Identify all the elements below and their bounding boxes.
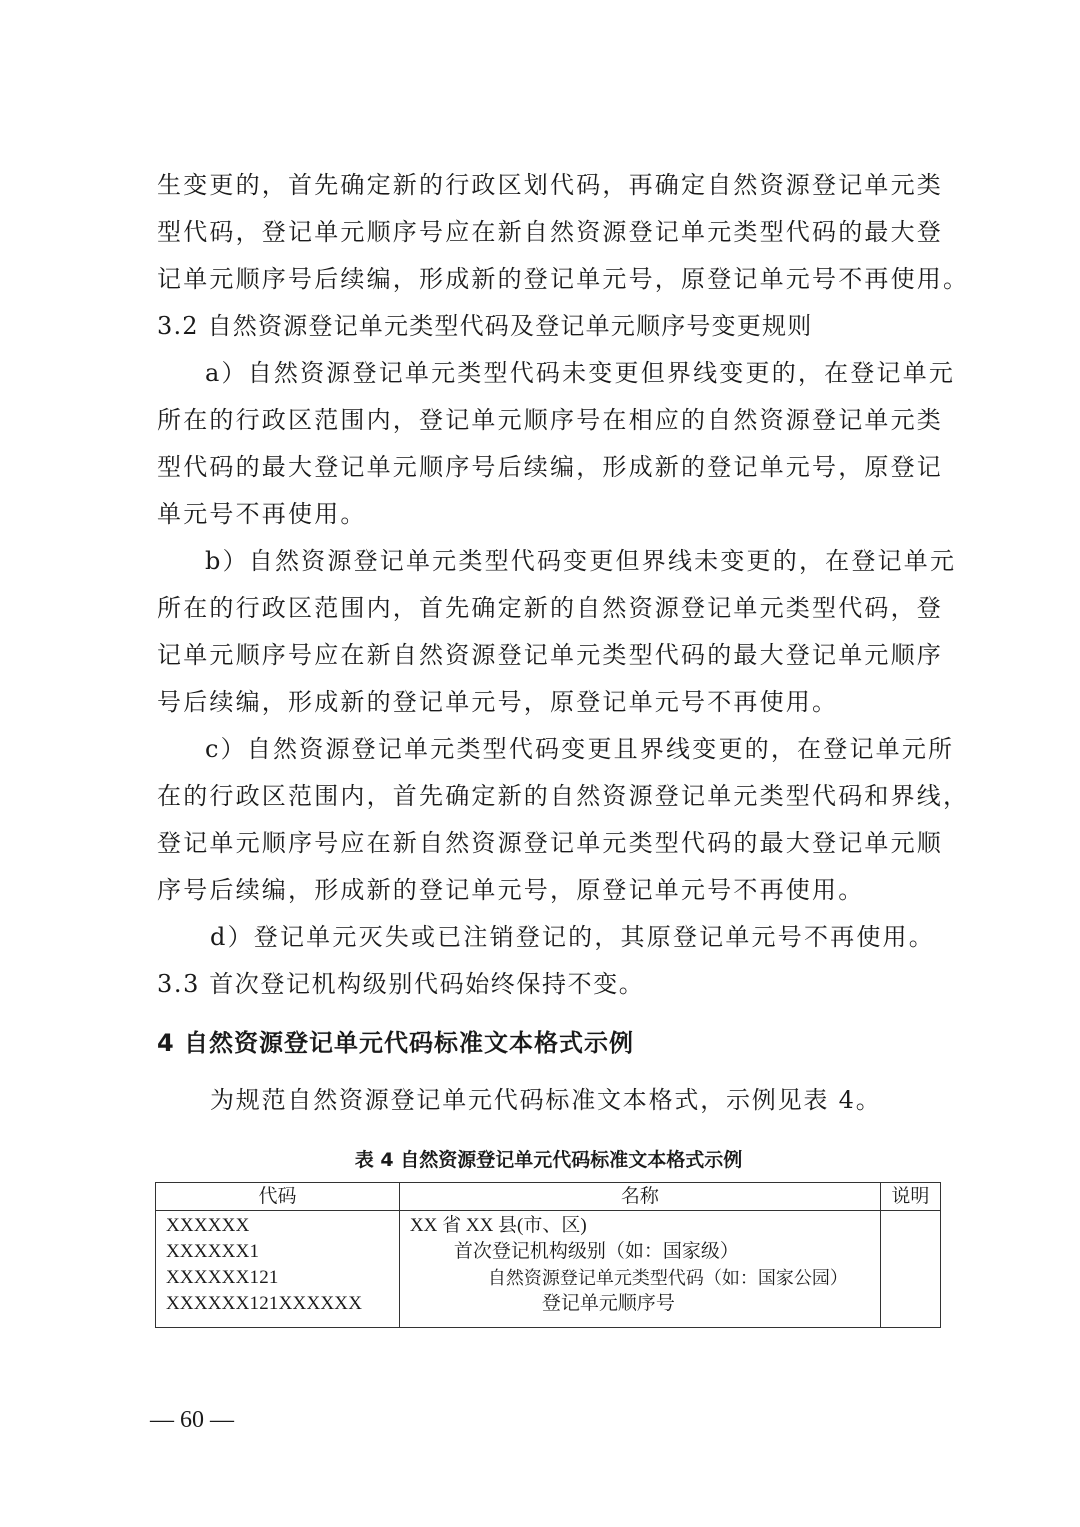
- page-number: — 60 —: [150, 1407, 234, 1433]
- body-text-line: 型代码，登记单元顺序号应在新自然资源登记单元类型代码的最大登: [157, 218, 943, 246]
- table-caption: 表 4 自然资源登记单元代码标准文本格式示例: [354, 1149, 743, 1171]
- name-cell: [399, 1211, 880, 1328]
- item-c-line: 登记单元顺序号应在新自然资源登记单元类型代码的最大登记单元顺: [157, 829, 943, 857]
- header-code: 代码: [156, 1183, 400, 1211]
- item-d-line: d）登记单元灭失或已注销登记的，其原登记单元号不再使用。: [210, 923, 935, 951]
- table-row: [156, 1211, 941, 1328]
- item-a-line: 型代码的最大登记单元顺序号后续编，形成新的登记单元号，原登记: [157, 453, 943, 481]
- code-format-table: [155, 1182, 941, 1328]
- name-line-sequence-number: 登记单元顺序号: [541, 1293, 675, 1314]
- table-header-row: [156, 1183, 941, 1211]
- section-4-paragraph: 为规范自然资源登记单元代码标准文本格式，示例见表 4。: [210, 1086, 882, 1114]
- code-cell: [156, 1211, 400, 1328]
- name-line-registration-level: 首次登记机构级别（如：国家级）: [453, 1241, 739, 1262]
- item-b-line: 记单元顺序号应在新自然资源登记单元类型代码的最大登记单元顺序: [157, 641, 943, 669]
- code-line: XXXXXX121XXXXXX: [166, 1293, 363, 1314]
- body-text-line: 生变更的，首先确定新的行政区划代码，再确定自然资源登记单元类: [157, 171, 943, 199]
- item-a-line: a）自然资源登记单元类型代码未变更但界线变更的，在登记单元: [205, 359, 956, 387]
- item-c-line: 在的行政区范围内，首先确定新的自然资源登记单元类型代码和界线，: [157, 782, 970, 810]
- section-3-3-text: 3.3 首次登记机构级别代码始终保持不变。: [157, 970, 645, 998]
- item-c-line: c）自然资源登记单元类型代码变更且界线变更的，在登记单元所: [205, 735, 955, 763]
- header-name: 名称: [399, 1183, 880, 1211]
- note-cell: [880, 1211, 940, 1328]
- section-3-2-title: 3.2 自然资源登记单元类型代码及登记单元顺序号变更规则: [157, 312, 813, 340]
- section-4-heading: 4 自然资源登记单元代码标准文本格式示例: [157, 1029, 635, 1057]
- item-b-line: b）自然资源登记单元类型代码变更但界线未变更的，在登记单元: [205, 547, 957, 575]
- name-line-province-county: XX 省 XX 县(市、区): [409, 1215, 587, 1236]
- body-text-line: 记单元顺序号后续编，形成新的登记单元号，原登记单元号不再使用。: [157, 265, 970, 293]
- item-c-line: 序号后续编，形成新的登记单元号，原登记单元号不再使用。: [157, 876, 865, 904]
- item-b-line: 所在的行政区范围内，首先确定新的自然资源登记单元类型代码，登: [157, 594, 943, 622]
- code-line: XXXXXX1: [166, 1241, 260, 1262]
- header-note: 说明: [880, 1183, 940, 1211]
- code-line: XXXXXX121: [166, 1267, 279, 1288]
- item-b-line: 号后续编，形成新的登记单元号，原登记单元号不再使用。: [157, 688, 839, 716]
- name-line-unit-type-code: 自然资源登记单元类型代码（如：国家公园）: [487, 1268, 848, 1288]
- item-a-line: 单元号不再使用。: [157, 500, 367, 528]
- code-line: XXXXXX: [166, 1215, 250, 1236]
- item-a-line: 所在的行政区范围内，登记单元顺序号在相应的自然资源登记单元类: [157, 406, 943, 434]
